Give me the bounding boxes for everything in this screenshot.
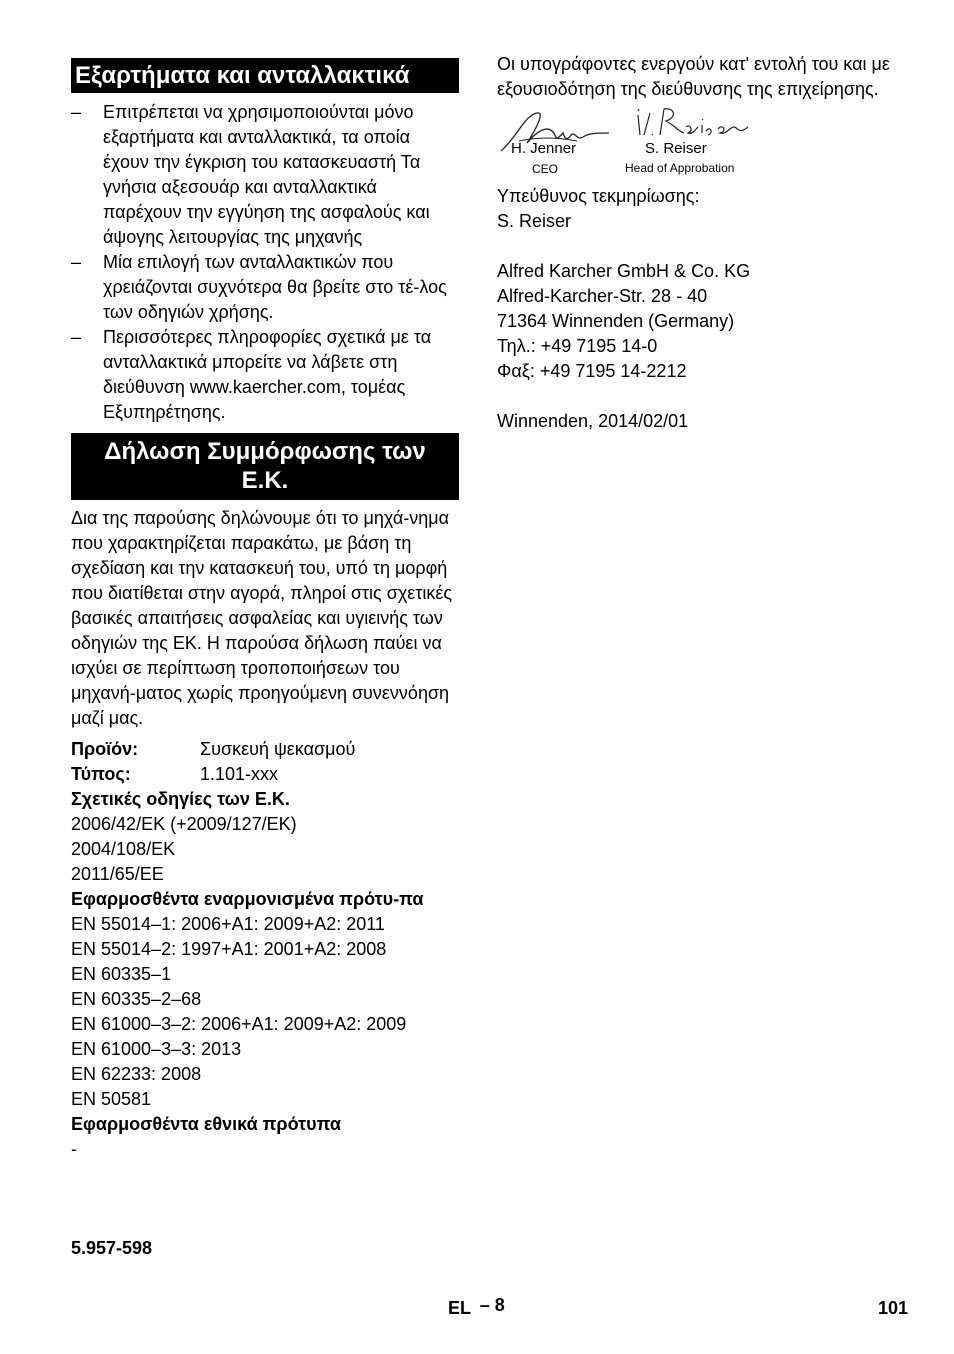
section-heading-declaration: Δήλωση Συμμόρφωσης των Ε.Κ. <box>71 433 459 500</box>
handwritten-signature-icon <box>634 105 754 145</box>
national-standards-value: - <box>71 1139 77 1159</box>
footer-language: EL – 8 <box>448 1295 505 1318</box>
list-item: – Μία επιλογή των ανταλλακτικών που χρειάζονται συχνότερα θα βρείτε στο τέ-λος των οδηγιών χρήσης. <box>71 252 447 322</box>
address-line: Τηλ.: +49 7195 14-0 <box>497 336 658 356</box>
directive-item: 2011/65/EE <box>71 864 164 884</box>
type-row <box>71 762 459 787</box>
signature-reiser <box>622 107 752 192</box>
product-value: Συσκευή ψεκασμού <box>200 739 356 759</box>
signatory-name: S. Reiser <box>645 140 707 157</box>
signatory-name: H. Jenner <box>511 140 577 157</box>
standard-item: EN 60335–2–68 <box>71 989 202 1009</box>
standard-item: EN 61000–3–2: 2006+A1: 2009+A2: 2009 <box>71 1014 407 1034</box>
doc-responsible-label: Υπεύθυνος τεκμηρίωσης: <box>497 186 700 206</box>
list-item-text: Μία επιλογή των ανταλλακτικών που χρειάζονται συχνότερα θα βρείτε στο τέ-λος των οδηγιών χρήσης. <box>103 252 447 322</box>
list-item-text: Επιτρέπεται να χρησιμοποιούνται μόνο εξαρτήματα και ανταλλακτικά, τα οποία έχουν την έγκριση του κατασκευαστή Τα γνήσια αξεσουάρ και ανταλλακτικά παρέχουν την εγγύηση της ασφαλούς και άψογης λειτουργίας της μηχανής <box>103 102 430 247</box>
signatory-role: Head of Approbation <box>625 161 735 175</box>
signature-block <box>497 107 917 192</box>
directives-heading: Σχετικές οδηγίες των Ε.Κ. <box>71 789 290 809</box>
address-line: Alfred Karcher GmbH & Co. KG <box>497 261 751 281</box>
page-number: 101 <box>878 1298 909 1318</box>
standard-item: EN 55014–1: 2006+A1: 2009+A2: 2011 <box>71 914 385 934</box>
right-column <box>497 52 917 434</box>
product-label: Προϊόν: <box>71 739 139 759</box>
standard-item: EN 55014–2: 1997+A1: 2001+A2: 2008 <box>71 939 387 959</box>
place-date: Winnenden, 2014/02/01 <box>497 411 689 431</box>
standard-item: EN 61000–3–3: 2013 <box>71 1039 242 1059</box>
parts-bullet-list <box>71 100 459 425</box>
signatories-intro: Οι υπογράφοντες ενεργούν κατ' εντολή του και με εξουσιοδότηση της διεύθυνσης της επιχείρησης. <box>497 54 890 99</box>
section-heading-parts: Εξαρτήματα και ανταλλακτικά <box>71 58 459 93</box>
document-number: 5.957-598 <box>71 1238 153 1258</box>
signatory-role: CEO <box>532 162 559 176</box>
standard-item: EN 60335–1 <box>71 964 172 984</box>
left-column <box>71 58 459 1162</box>
directive-item: 2004/108/ΕΚ <box>71 839 176 859</box>
list-item: – Επιτρέπεται να χρησιμοποιούνται μόνο εξαρτήματα και ανταλλακτικά, τα οποία έχουν την έγκριση του κατασκευαστή Τα γνήσια αξεσουάρ και ανταλλακτικά παρέχουν την εγγύηση της ασφαλούς και άψογης λειτουργίας της μηχανής <box>71 102 430 247</box>
list-item: – Περισσότερες πληροφορίες σχετικά με τα ανταλλακτικά μπορείτε να λάβετε στη διεύθυνση www.kaercher.com, τομέας Εξυπηρέτησης. <box>71 327 432 422</box>
address-line: Φαξ: +49 7195 14-2212 <box>497 361 687 381</box>
list-item-text: Περισσότερες πληροφορίες σχετικά με τα ανταλλακτικά μπορείτε να λάβετε στη διεύθυνση www.kaercher.com, τομέας Εξυπηρέτησης. <box>103 327 432 422</box>
type-label: Τύπος: <box>71 764 131 784</box>
product-row <box>71 737 459 762</box>
standards-heading: Εφαρμοσθέντα εναρμονισμένα πρότυ-πα <box>71 889 424 909</box>
signature-jenner <box>497 107 607 192</box>
standard-item: EN 50581 <box>71 1089 152 1109</box>
doc-responsible-name: S. Reiser <box>497 211 572 231</box>
declaration-text: Δια της παρούσης δηλώνουμε ότι το μηχά-νημα που χαρακτηρίζεται παρακάτω, με βάση τη σχεδίαση και την κατασκευή του, υπό τη μορφή που διατίθεται στην αγορά, πληροί στις σχετικές βασικές απαιτήσεις ασφαλείας και υγιεινής των οδηγιών της ΕΚ. Η παρούσα δήλωση παύει να ισχύει σε περίπτωση τροποποιήσεων του μηχανή-ματος χωρίς προηγούμενη συνεννόηση μαζί μας. <box>71 508 453 728</box>
national-standards-heading: Εφαρμοσθέντα εθνικά πρότυπα <box>71 1114 341 1134</box>
standard-item: EN 62233: 2008 <box>71 1064 202 1084</box>
type-value: 1.101-xxx <box>200 764 279 784</box>
address-line: 71364 Winnenden (Germany) <box>497 311 735 331</box>
address-line: Alfred-Karcher-Str. 28 - 40 <box>497 286 708 306</box>
directive-item: 2006/42/ΕΚ (+2009/127/ΕΚ) <box>71 814 297 834</box>
